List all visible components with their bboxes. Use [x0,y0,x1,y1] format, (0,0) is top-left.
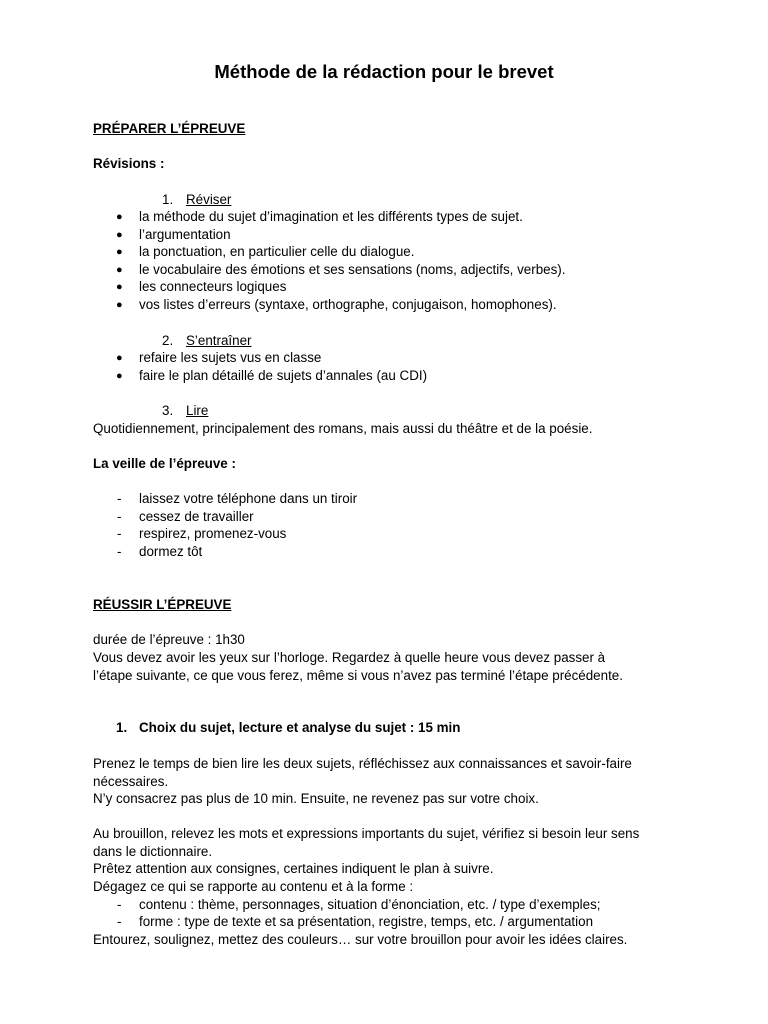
list-item-text: les connecteurs logiques [139,279,287,294]
list-number: 3. [162,403,174,418]
bullet-icon: ● [116,229,123,241]
closing-text: Entourez, soulignez, mettez des couleurs… sur votre brouillon pour avoir les idées claires. [93,932,628,947]
lire-text: Quotidiennement, principalement des romans, mais aussi du théâtre et de la poésie. [93,421,593,436]
list-item-text: respirez, promenez-vous [139,526,287,541]
bullet-icon: ● [116,370,123,382]
list-item-text: la méthode du sujet d’imagination et les différents types de sujet. [139,209,523,224]
bullet-icon: ● [116,281,123,293]
dash-icon: - [117,526,122,541]
list-item-text: contenu : thème, personnages, situation d’énonciation, etc. / type d’exemples; [139,897,601,912]
paragraph-line: N’y consacrez pas plus de 10 min. Ensuite, ne revenez pas sur votre choix. [93,791,539,806]
step-title: Choix du sujet, lecture et analyse du sujet : 15 min [139,720,461,735]
list-item-text: le vocabulaire des émotions et ses sensations (noms, adjectifs, verbes). [139,262,566,277]
dash-icon: - [117,914,122,929]
step-number: 1. [116,720,128,735]
list-item-text: laissez votre téléphone dans un tiroir [139,491,358,506]
paragraph-line: dans le dictionnaire. [93,844,213,859]
list-item-text: forme : type de texte et sa présentation, registre, temps, etc. / argumentation [139,914,594,929]
paragraph-line: nécessaires. [93,774,169,789]
veille-label: La veille de l’épreuve : [93,456,236,471]
item-label-reviser: Réviser [186,192,232,207]
duree-text: durée de l’épreuve : 1h30 [93,632,245,647]
list-item-text: l’argumentation [139,227,231,242]
bullet-icon: ● [116,299,123,311]
list-item-text: cessez de travailler [139,509,254,524]
bullet-icon: ● [116,246,123,258]
paragraph-line: l’étape suivante, ce que vous ferez, même si vous n’avez pas terminé l’étape précédente. [93,668,623,683]
list-item-text: faire le plan détaillé de sujets d’annales (au CDI) [139,368,428,383]
bullet-icon: ● [116,211,123,223]
list-item-text: vos listes d’erreurs (syntaxe, orthographe, conjugaison, homophones). [139,297,557,312]
list-item-text: dormez tôt [139,544,203,559]
section-heading-reussir: RÉUSSIR L’ÉPREUVE [93,597,232,612]
dash-icon: - [117,897,122,912]
item-label-sentrainer: S’entraîner [186,333,252,348]
page-title: Méthode de la rédaction pour le brevet [214,61,554,82]
dash-icon: - [117,491,122,506]
bullet-icon: ● [116,352,123,364]
paragraph-line: Dégagez ce qui se rapporte au contenu et à la forme : [93,879,414,894]
paragraph-line: Au brouillon, relevez les mots et expressions importants du sujet, vérifiez si besoin leur sens [93,826,640,841]
item-label-lire: Lire [186,403,209,418]
dash-icon: - [117,544,122,559]
dash-icon: - [117,509,122,524]
revisions-label: Révisions : [93,156,165,171]
section-heading-preparer: PRÉPARER L’ÉPREUVE [93,121,246,136]
list-number: 2. [162,333,174,348]
list-item-text: la ponctuation, en particulier celle du dialogue. [139,244,415,259]
list-item-text: refaire les sujets vus en classe [139,350,322,365]
bullet-icon: ● [116,264,123,276]
paragraph-line: Vous devez avoir les yeux sur l’horloge. Regardez à quelle heure vous devez passer à [93,650,606,665]
paragraph-line: Prenez le temps de bien lire les deux sujets, réfléchissez aux connaissances et savoir-faire [93,756,632,771]
list-number: 1. [162,192,174,207]
paragraph-line: Prêtez attention aux consignes, certaines indiquent le plan à suivre. [93,861,494,876]
